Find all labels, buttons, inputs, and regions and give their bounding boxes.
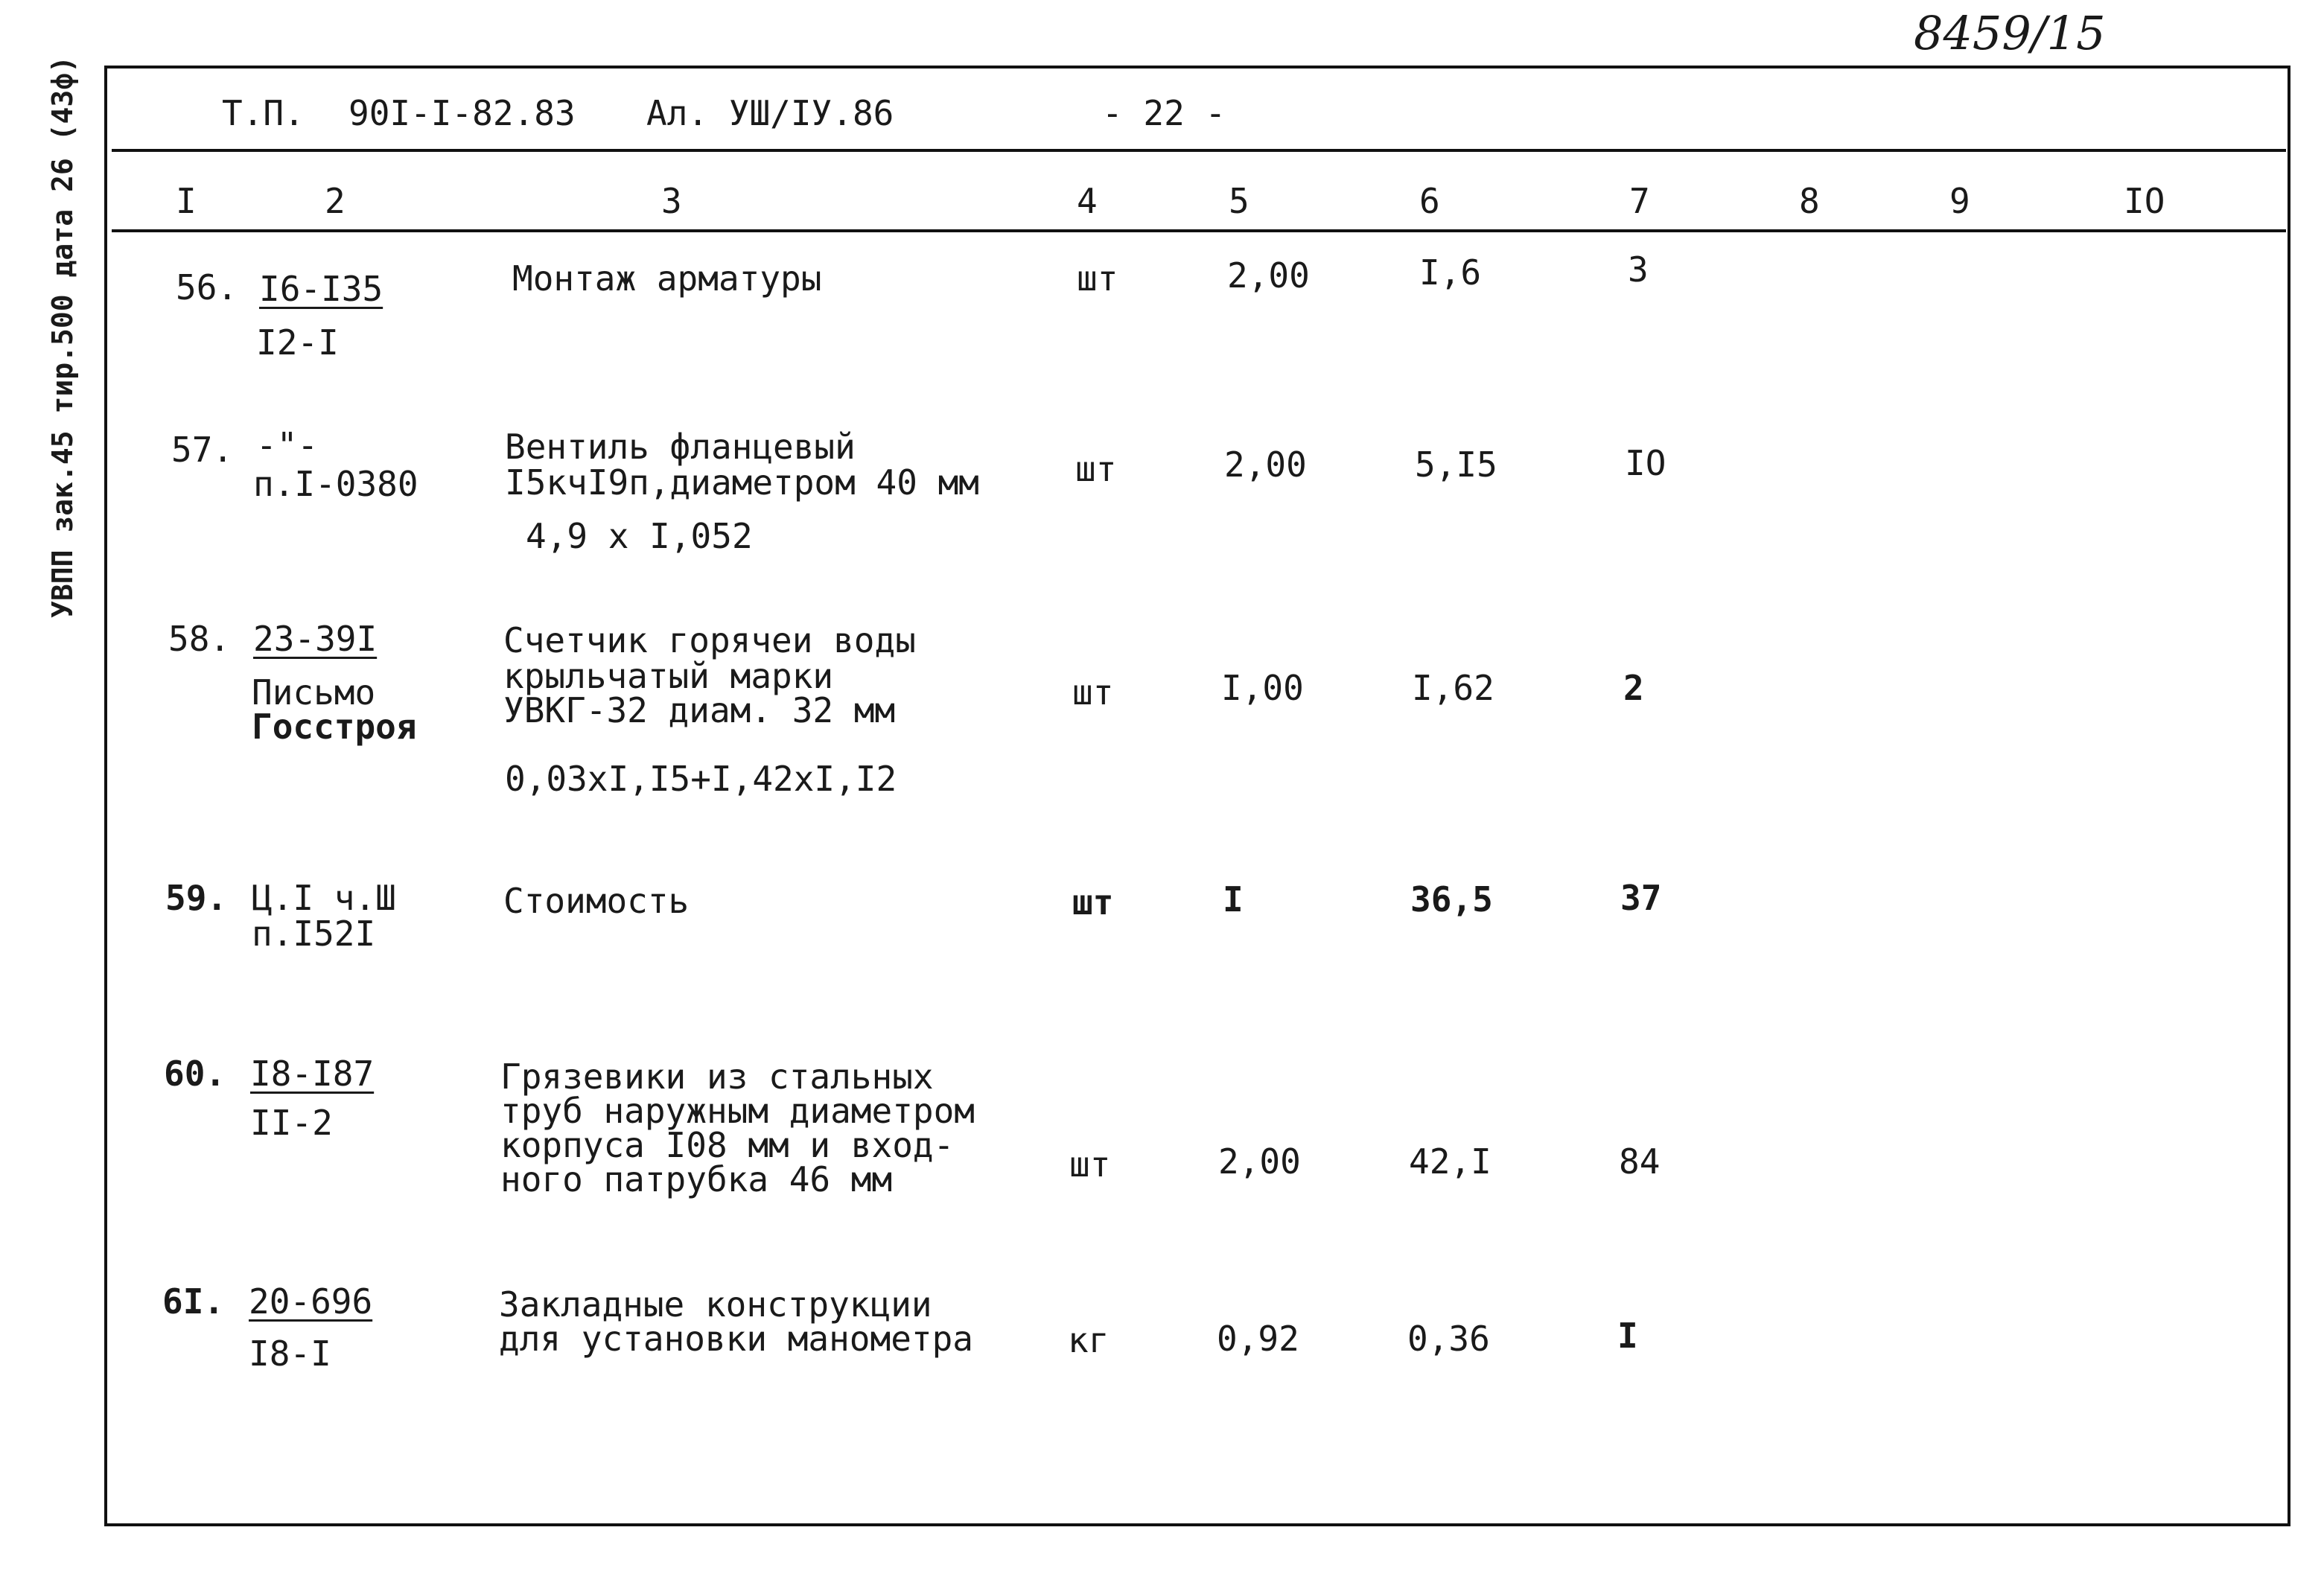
row-price: I,6	[1419, 252, 1482, 293]
row-total: IO	[1625, 443, 1666, 483]
header-album: Ал. УШ/IУ.86	[646, 93, 894, 133]
row-unit: шт	[1075, 449, 1117, 489]
row-total: 37	[1620, 878, 1662, 918]
row-description-line2: труб наружным диаметром	[500, 1091, 975, 1131]
column-header-6: 6	[1419, 181, 1440, 221]
row-price: 0,36	[1407, 1319, 1490, 1359]
column-header-4: 4	[1077, 181, 1098, 221]
column-header-8: 8	[1799, 181, 1820, 221]
row-reference-line1: 23-39I	[253, 619, 378, 659]
column-header-10: IO	[2124, 181, 2165, 221]
header-divider	[112, 149, 2286, 152]
row-unit: кг	[1068, 1320, 1110, 1360]
row-reference-line2: п.I52I	[252, 914, 376, 954]
row-reference-line1: -"-	[256, 425, 319, 465]
column-header-2: 2	[325, 181, 346, 221]
side-print-stamp: УВПП зак.45 тир.500 дата 26 (43ф)	[46, 56, 79, 618]
row-unit: шт	[1072, 882, 1114, 922]
row-reference-line1: I8-I87	[250, 1054, 375, 1094]
row-total: 84	[1619, 1141, 1661, 1182]
row-description-line1: Монтаж арматуры	[512, 258, 822, 299]
row-quantity: 0,92	[1217, 1319, 1299, 1359]
row-description-line2: крыльчатый марки	[503, 656, 834, 696]
column-header-5: 5	[1229, 181, 1249, 221]
row-reference-line3: Госстроя	[252, 707, 417, 747]
row-unit: шт	[1069, 1144, 1111, 1185]
column-header-9: 9	[1949, 181, 1970, 221]
row-unit: шт	[1077, 258, 1118, 299]
row-description-line3: корпуса I08 мм и вход-	[500, 1125, 955, 1165]
row-calculation: 0,03хI,I5+I,42хI,I2	[505, 759, 897, 799]
row-description-line1: Вентиль фланцевый	[505, 427, 856, 467]
row-quantity: I,00	[1221, 668, 1304, 708]
row-total: I	[1617, 1316, 1638, 1356]
row-reference-line1: I6-I35	[259, 269, 383, 309]
row-reference-line2: Письмо	[252, 672, 376, 713]
row-description-line1: Стоимость	[503, 881, 690, 921]
row-number: 57.	[171, 430, 234, 470]
header-code: 90I-I-82.83	[348, 93, 576, 133]
row-number: 60.	[164, 1054, 226, 1094]
table-frame	[104, 66, 2290, 1526]
handwritten-ref-number: 8459/15	[1914, 6, 2106, 60]
row-description-line4: ного патрубка 46 мм	[500, 1159, 893, 1199]
column-header-3: 3	[661, 181, 682, 221]
row-quantity: 2,00	[1218, 1141, 1301, 1182]
row-description-line1: Грязевики из стальных	[500, 1057, 934, 1097]
row-reference-line2: п.I-0380	[253, 464, 418, 504]
row-quantity: I	[1223, 879, 1244, 920]
column-header-divider	[112, 229, 2286, 232]
row-number: 59.	[165, 878, 228, 918]
row-reference-line2: I2-I	[256, 322, 339, 363]
row-quantity: 2,00	[1227, 255, 1310, 296]
row-number: 6I.	[162, 1281, 225, 1322]
row-description-line1: Счетчик горячеи воды	[503, 620, 916, 660]
column-header-7: 7	[1629, 181, 1650, 221]
row-reference-line2: I8-I	[249, 1333, 331, 1374]
header-project: Т.П.	[222, 93, 305, 133]
row-reference-line1: Ц.I ч.Ш	[252, 878, 396, 918]
header-page-number: - 22 -	[1102, 93, 1226, 133]
row-description-line3: УВКГ-32 диам. 32 мм	[503, 690, 896, 730]
row-price: 36,5	[1410, 879, 1493, 920]
row-description-line2: для установки манометра	[499, 1319, 973, 1359]
row-reference-line2: II-2	[250, 1103, 333, 1143]
row-price: I,62	[1412, 668, 1494, 708]
row-unit: шт	[1072, 672, 1114, 713]
row-calculation: 4,9 х I,052	[526, 516, 753, 556]
column-header-1: I	[176, 181, 197, 221]
row-total: 3	[1628, 249, 1649, 290]
row-quantity: 2,00	[1224, 444, 1307, 485]
row-reference-line1: 20-696	[249, 1281, 373, 1322]
row-description-line1: Закладные конструкции	[499, 1284, 932, 1325]
row-description-line2: I5кчI9п,диаметром 40 мм	[505, 462, 979, 503]
row-price: 42,I	[1409, 1141, 1492, 1182]
row-total: 2	[1623, 668, 1644, 708]
row-price: 5,I5	[1415, 444, 1497, 485]
row-number: 56.	[176, 267, 238, 307]
row-number: 58.	[168, 619, 231, 659]
